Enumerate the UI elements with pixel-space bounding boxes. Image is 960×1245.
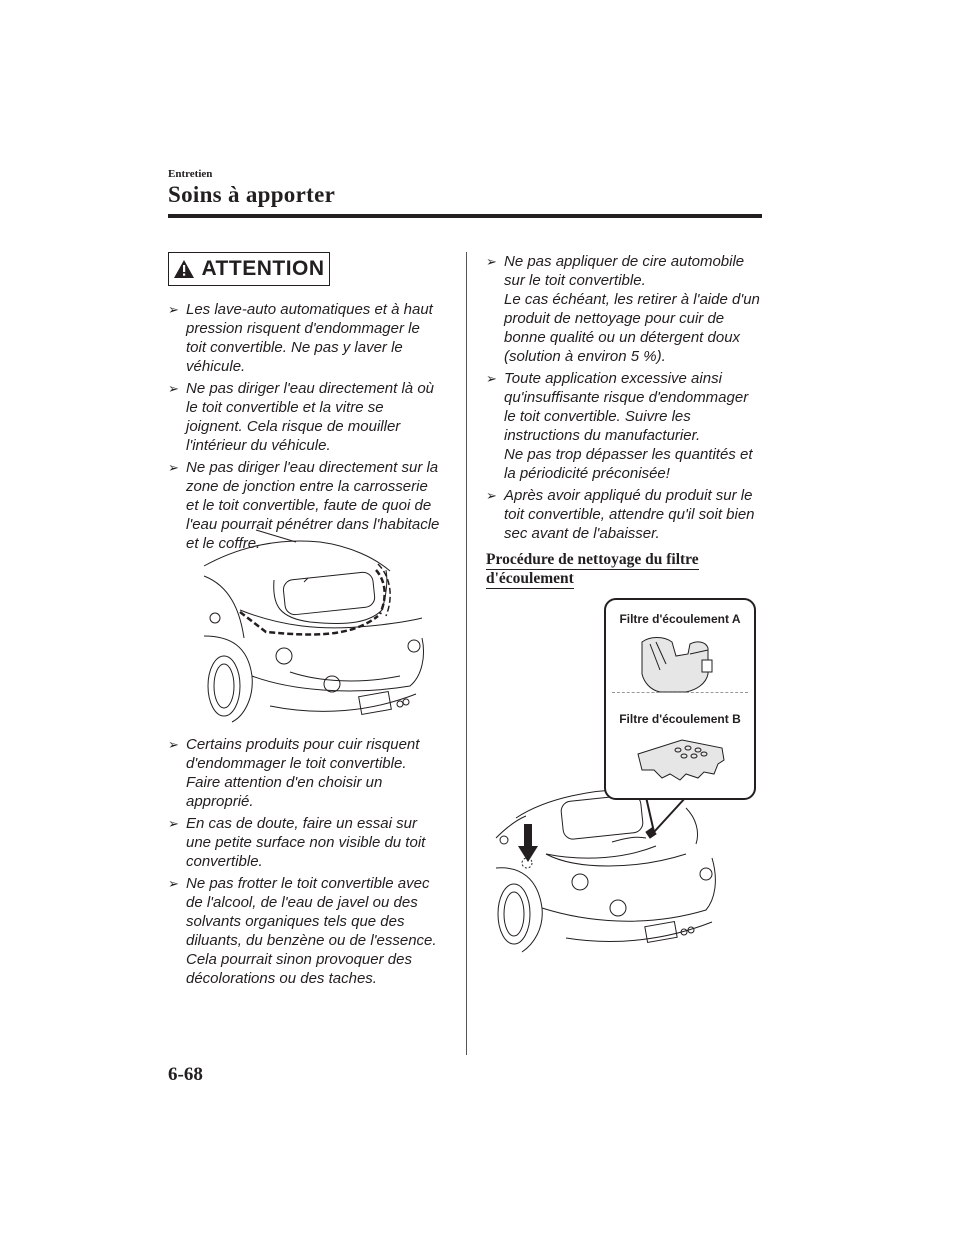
filter-a-part xyxy=(636,634,726,694)
caution-list-right xyxy=(486,252,761,546)
caution-list-top xyxy=(168,300,443,556)
down-arrow-icon xyxy=(516,824,540,864)
filter-a-label: Filtre d'écoulement A xyxy=(619,612,741,626)
section-label: Entretien xyxy=(168,168,213,180)
callout-divider xyxy=(612,692,748,693)
list-item: ➢ Toute application excessive ainsi qu'insuffisante risque d'endommager le toit convertible. Suivre les instructions du manufacturier. Ne pas trop dépasser les quantités et la périodicité préconisée! xyxy=(486,370,753,482)
list-item: ➢ En cas de doute, faire un essai sur une petite surface non visible du toit convertible. xyxy=(168,815,426,870)
list-item: ➢ Ne pas diriger l'eau directement sur la zone de jonction entre la carrosserie et le toit convertible, faute de quoi de l'eau pourrait pénétrer dans l'habitacle et le coffre. xyxy=(168,459,440,552)
list-item: ➢ Certains produits pour cuir risquent d'endommager le toit convertible. Faire attention d'en choisir un approprié. xyxy=(168,736,420,810)
car-seal-illustration xyxy=(200,526,436,728)
page-title: Soins à apporter xyxy=(168,182,336,207)
drain-filter-callout xyxy=(604,598,756,800)
attention-box xyxy=(168,252,330,286)
callout-pointer xyxy=(640,796,700,836)
caution-list-bottom xyxy=(168,735,443,991)
subheading: Procédure de nettoyage du filtre d'écoulement xyxy=(486,551,699,587)
page-number: 6-68 xyxy=(168,1064,203,1085)
title-rule xyxy=(168,214,762,218)
column-divider xyxy=(466,252,467,1055)
filter-b-label: Filtre d'écoulement B xyxy=(619,712,741,726)
list-item: ➢ Les lave-auto automatiques et à haut pression risquent d'endommager le toit convertible. Ne pas y laver le véhicule. xyxy=(168,301,433,375)
list-item: ➢ Ne pas frotter le toit convertible avec de l'alcool, de l'eau de javel ou des solvants organiques tels que des diluants, du benzène ou de l'essence. Cela pourrait sinon provoquer des décolorations ou des taches. xyxy=(168,875,437,987)
filter-b-part xyxy=(632,734,732,784)
list-item: ➢ Ne pas diriger l'eau directement là où le toit convertible et la vitre se joignent. Cela risque de mouiller l'intérieur du véhicule. xyxy=(168,380,434,454)
list-item: ➢ Après avoir appliqué du produit sur le toit convertible, attendre qu'il soit bien sec avant de l'abaisser. xyxy=(486,487,755,542)
attention-label: ATTENTION xyxy=(201,257,325,280)
list-item: ➢ Ne pas appliquer de cire automobile sur le toit convertible. Le cas échéant, les retirer à l'aide d'un produit de nettoyage pour cuir de bonne qualité ou un détergent doux (solution à environ 5 %). xyxy=(486,253,760,365)
warning-triangle-icon xyxy=(173,259,195,279)
